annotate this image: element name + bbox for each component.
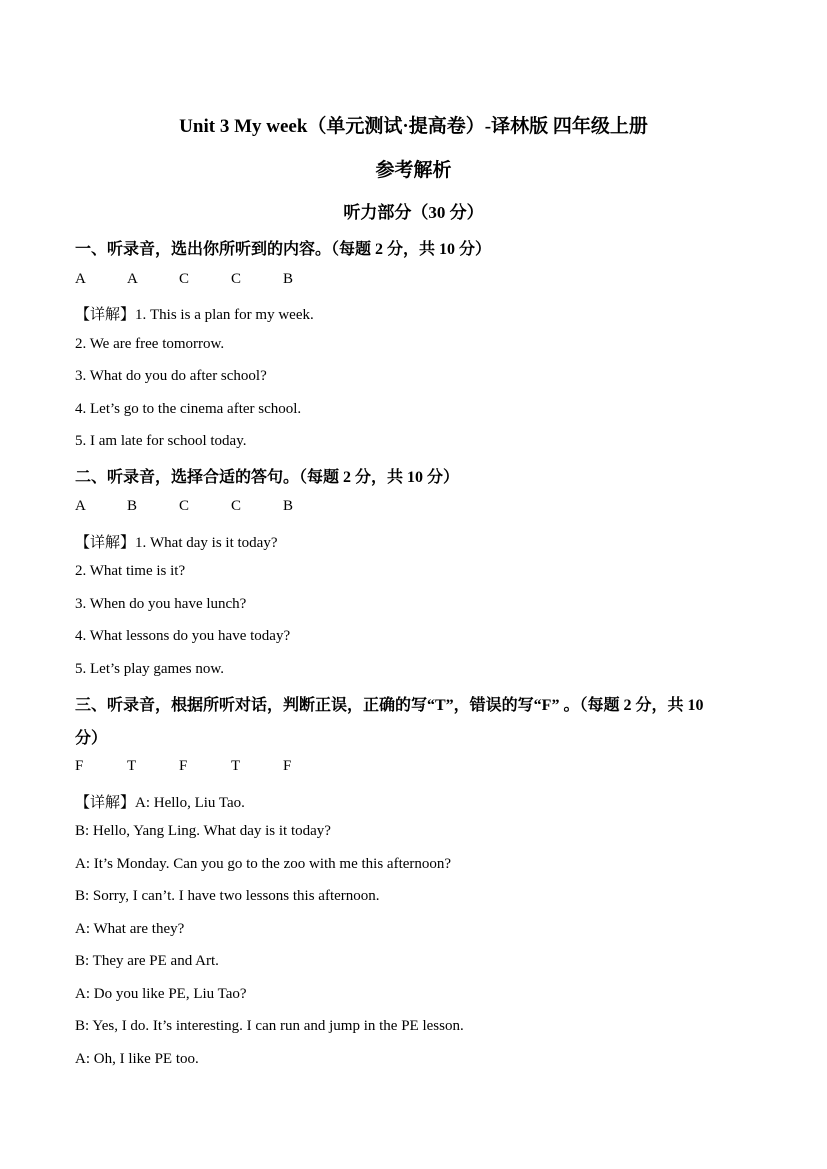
document-subtitle: 参考解析	[375, 160, 452, 181]
section1-answers	[75, 271, 755, 288]
section2-line: 5. Let’s play games now.	[75, 661, 224, 677]
answer-item: C	[179, 271, 190, 287]
section1-line: 4. Let’s go to the cinema after school.	[75, 401, 302, 417]
detail-text: A: Hello, Liu Tao.	[135, 795, 245, 811]
detail-tag: 【详解】	[75, 307, 136, 323]
section3-answers	[75, 758, 755, 775]
dialogue-line: A: It’s Monday. Can you go to the zoo with me this afternoon?	[75, 856, 452, 872]
dialogue-line: A: Do you like PE, Liu Tao?	[75, 986, 247, 1002]
section2-detail-line	[75, 531, 755, 552]
section1-line: 5. I am late for school today.	[75, 433, 247, 449]
detail-tag: 【详解】	[75, 535, 136, 551]
dialogue-line: B: They are PE and Art.	[75, 953, 219, 969]
part-title: 听力部分（30 分）	[343, 203, 484, 222]
answer-item: F	[75, 758, 84, 774]
section1-line: 3. What do you do after school?	[75, 368, 267, 384]
section2-line: 4. What lessons do you have today?	[75, 628, 291, 644]
section1-detail-line	[75, 303, 755, 324]
answer-item: F	[179, 758, 188, 774]
detail-text: 1. What day is it today?	[135, 535, 278, 551]
dialogue-line: A: What are they?	[75, 921, 185, 937]
section3-heading-cont: 分）	[75, 730, 108, 747]
dialogue-line: B: Hello, Yang Ling. What day is it today?	[75, 823, 331, 839]
answer-item: C	[231, 498, 242, 514]
dialogue-line: B: Sorry, I can’t. I have two lessons this afternoon.	[75, 888, 380, 904]
section1-line: 2. We are free tomorrow.	[75, 336, 225, 352]
answer-item: A	[75, 498, 86, 514]
answer-item: B	[283, 271, 294, 287]
section1-heading: 一、听录音，选出你所听到的内容。（每题 2 分，共 10 分）	[75, 241, 492, 258]
answer-item: C	[179, 498, 190, 514]
answer-item: F	[283, 758, 292, 774]
document-title: Unit 3 My week（单元测试·提高卷）-译林版 四年级上册	[179, 116, 648, 137]
answer-item: A	[127, 271, 138, 287]
answer-item: B	[127, 498, 138, 514]
dialogue-line: A: Oh, I like PE too.	[75, 1051, 199, 1067]
section2-answers	[75, 498, 755, 515]
section2-heading: 二、听录音，选择合适的答句。（每题 2 分，共 10 分）	[75, 469, 460, 486]
section2-line: 3. When do you have lunch?	[75, 596, 247, 612]
answer-item: T	[231, 758, 241, 774]
detail-tag: 【详解】	[75, 795, 136, 811]
answer-item: A	[75, 271, 86, 287]
section3-detail-line	[75, 791, 755, 812]
answer-item: C	[231, 271, 242, 287]
section3-heading: 三、听录音，根据所听对话，判断正误，正确的写“T”，错误的写“F” 。（每题 2 分，共 10	[75, 697, 704, 714]
section2-line: 2. What time is it?	[75, 563, 186, 579]
detail-text: 1. This is a plan for my week.	[135, 307, 314, 323]
dialogue-line: B: Yes, I do. It’s interesting. I can run and jump in the PE lesson.	[75, 1018, 464, 1034]
answer-item: T	[127, 758, 137, 774]
answer-item: B	[283, 498, 294, 514]
